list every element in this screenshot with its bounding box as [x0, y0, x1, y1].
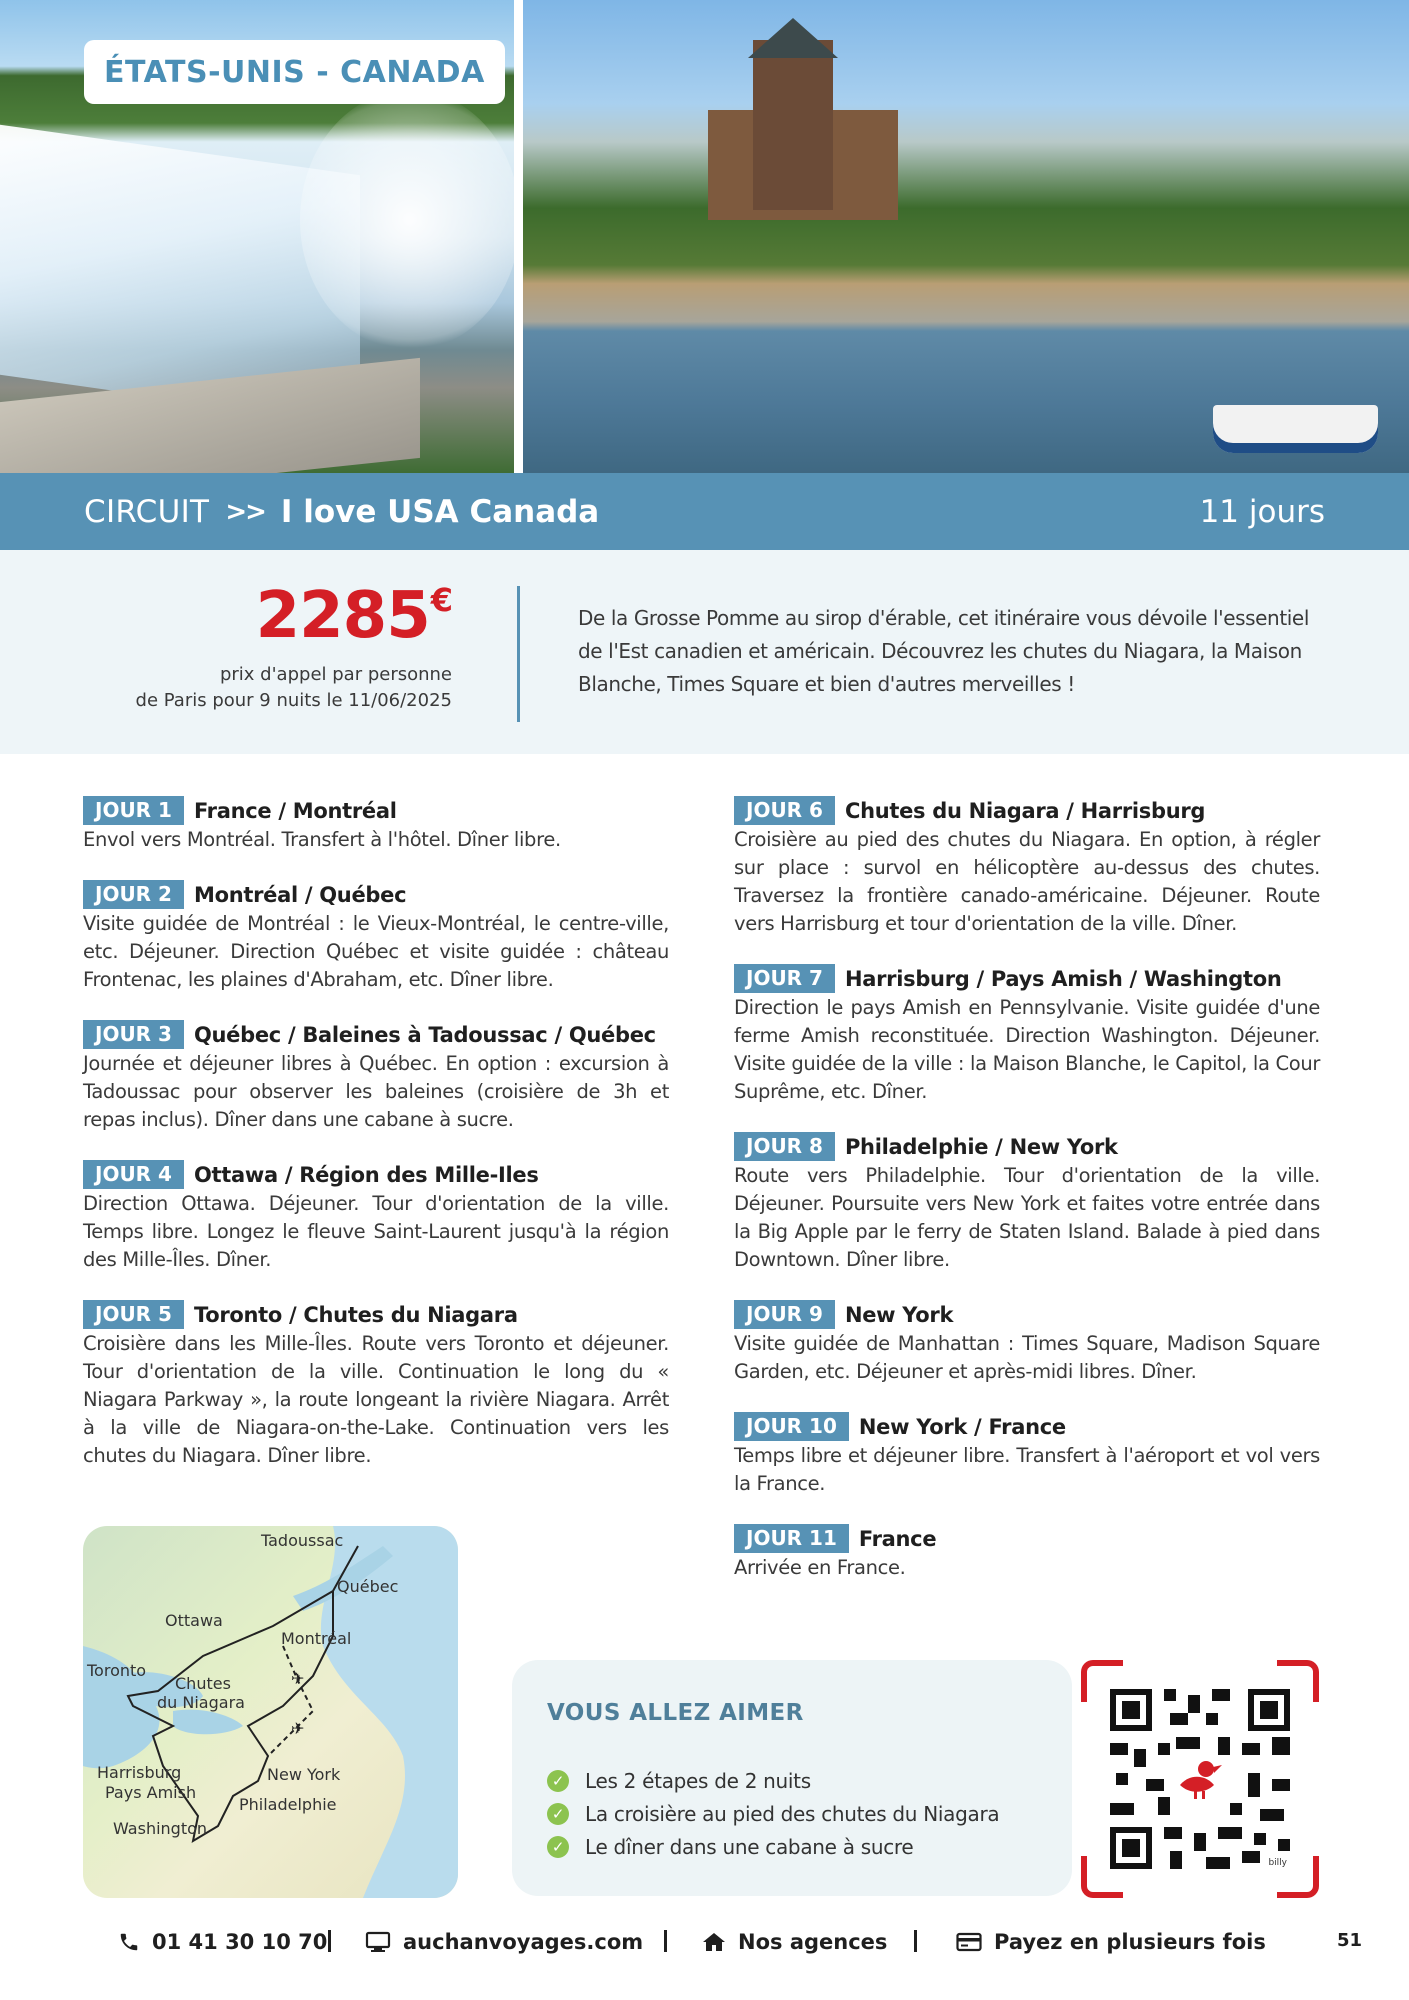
day-text: Arrivée en France.: [734, 1556, 906, 1579]
day-title: New York / France: [858, 1414, 1066, 1439]
route-map: [83, 1526, 458, 1898]
svg-text:✈: ✈: [291, 1719, 305, 1738]
footer-separator: [328, 1930, 331, 1952]
day-title: Ottawa / Région des Mille-Iles: [193, 1162, 539, 1187]
itinerary-day: [83, 1020, 669, 1134]
credit-card-icon: [956, 1932, 982, 1952]
map-label: Pays Amish: [105, 1783, 197, 1802]
day-text: Route vers Philadelphie. Tour d'orientation de la ville. Déjeuner. Poursuite vers New York et faites votre entrée dans la Big Apple par le ferry de Staten Island. Balade à pied dans Downtown. Dîner libre.: [734, 1164, 1320, 1271]
list-item: ✓ La croisière au pied des chutes du Niagara: [547, 1797, 999, 1830]
phone-link[interactable]: 01 41 30 10 70: [118, 1928, 327, 1956]
itinerary-day: [734, 1524, 1320, 1582]
itinerary-day: [734, 1412, 1320, 1498]
svg-text:✈: ✈: [291, 1669, 305, 1688]
qr-code[interactable]: [1081, 1660, 1319, 1898]
day-text: Temps libre et déjeuner libre. Transfert à l'aéroport et vol vers la France.: [734, 1444, 1320, 1495]
double-chevron-icon: >>: [225, 496, 265, 527]
quebec-chateau-photo: [523, 0, 1409, 473]
footer: [0, 1922, 1409, 1962]
map-label: Montréal: [281, 1629, 352, 1648]
day-tag: JOUR 1: [83, 796, 184, 825]
day-tag: JOUR 6: [734, 796, 835, 825]
itinerary-day: [83, 1160, 669, 1274]
map-label: du Niagara: [157, 1693, 245, 1712]
day-title: Philadelphie / New York: [844, 1134, 1118, 1159]
region-badge: ÉTATS-UNIS - CANADA: [84, 40, 505, 104]
day-text: Croisière au pied des chutes du Niagara. En option, à régler sur place : survol en hélicoptère au-dessus des chutes. Traversez la frontière canado-américaine. Déjeuner. Route vers Harrisburg et tour d'orientation de la ville. Dîner.: [734, 828, 1320, 935]
map-drawing: [83, 1526, 458, 1898]
day-tag: JOUR 10: [734, 1412, 849, 1441]
day-tag: JOUR 8: [734, 1132, 835, 1161]
day-title: Chutes du Niagara / Harrisburg: [844, 798, 1206, 823]
list-item: ✓ Les 2 étapes de 2 nuits: [547, 1764, 999, 1797]
day-tag: JOUR 7: [734, 964, 835, 993]
circuit-name: I love USA Canada: [280, 493, 600, 530]
intro-text: De la Grosse Pomme au sirop d'érable, cet itinéraire vous dévoile l'essentiel de l'Est canadien et américain. Découvrez les chutes du Niagara, la Maison Blanche, Times Square et bien d'autres merveilles !: [578, 606, 1309, 696]
day-title: New York: [844, 1302, 954, 1327]
map-label: Washington: [113, 1819, 208, 1838]
day-title: Toronto / Chutes du Niagara: [193, 1302, 518, 1327]
circuit-label: CIRCUIT: [84, 493, 210, 530]
map-label: Québec: [337, 1577, 399, 1596]
itinerary-column-right: [734, 796, 1320, 1608]
day-tag: JOUR 9: [734, 1300, 835, 1329]
currency-symbol: €: [430, 581, 452, 619]
day-tag: JOUR 5: [83, 1300, 184, 1329]
map-label: Toronto: [87, 1661, 147, 1680]
day-tag: JOUR 3: [83, 1020, 184, 1049]
day-title: France / Montréal: [193, 798, 397, 823]
website-link[interactable]: auchanvoyages.com: [365, 1928, 643, 1956]
highlights-panel: [512, 1660, 1072, 1896]
itinerary-day: [734, 1132, 1320, 1274]
itinerary-day: [734, 796, 1320, 938]
day-title: France: [858, 1526, 937, 1551]
map-label: Tadoussac: [261, 1531, 344, 1550]
circuit-title-bar: [0, 473, 1409, 550]
qr-code-pattern: [1110, 1689, 1290, 1869]
day-text: Direction le pays Amish en Pennsylvanie. Visite guidée d'une ferme Amish reconstituée. Direction Washington. Déjeuner. Visite guidée de la ville : la Maison Blanche, le Capitol, la Cour Suprême, etc. Dîner.: [734, 996, 1320, 1103]
highlights-list: [547, 1764, 999, 1863]
price-note: prix d'appel par personne de Paris pour 9 nuits le 11/06/2025: [135, 664, 452, 711]
day-text: Visite guidée de Montréal : le Vieux-Montréal, le centre-ville, etc. Déjeuner. Direction Québec et visite guidée : château Frontenac, les plaines d'Abraham, etc. Dîner libre.: [83, 912, 669, 991]
itinerary-day: [83, 1300, 669, 1470]
day-tag: JOUR 4: [83, 1160, 184, 1189]
map-label: Philadelphie: [239, 1795, 337, 1814]
qr-brand: billy: [1268, 1858, 1287, 1868]
payment-link[interactable]: Payez en plusieurs fois: [956, 1928, 1266, 1956]
itinerary-day: [734, 1300, 1320, 1386]
day-title: Québec / Baleines à Tadoussac / Québec: [193, 1022, 656, 1047]
day-text: Journée et déjeuner libres à Québec. En option : excursion à Tadoussac pour observer les baleines (croisière de 3h et repas inclus). Dîner dans une cabane à sucre.: [83, 1052, 669, 1131]
home-icon: [702, 1931, 726, 1953]
day-tag: JOUR 11: [734, 1524, 849, 1553]
check-icon: ✓: [547, 1836, 569, 1858]
price-block: [135, 579, 452, 714]
day-title: Montréal / Québec: [193, 882, 407, 907]
day-text: Direction Ottawa. Déjeuner. Tour d'orientation de la ville. Temps libre. Longez le fleuve Saint-Laurent jusqu'à la région des Mille-Îles. Dîner.: [83, 1192, 669, 1271]
agencies-link[interactable]: Nos agences: [702, 1928, 887, 1956]
day-title: Harrisburg / Pays Amish / Washington: [844, 966, 1282, 991]
day-tag: JOUR 2: [83, 880, 184, 909]
list-item: ✓ Le dîner dans une cabane à sucre: [547, 1830, 999, 1863]
itinerary-day: [734, 964, 1320, 1106]
price-panel: [0, 550, 1409, 754]
price-divider: [517, 586, 520, 722]
map-label: Chutes: [175, 1674, 231, 1693]
day-text: Croisière dans les Mille-Îles. Route vers Toronto et déjeuner. Tour d'orientation de la ville. Continuation le long du « Niagara Parkway », la route longeant la rivière Niagara. Arrêt à la ville de Niagara-on-the-Lake. Continuation vers les chutes du Niagara. Dîner libre.: [83, 1332, 669, 1467]
circuit-duration: 11 jours: [1199, 493, 1325, 530]
day-text: Visite guidée de Manhattan : Times Square, Madison Square Garden, etc. Déjeuner et après-midi libres. Dîner.: [734, 1332, 1320, 1383]
check-icon: ✓: [547, 1770, 569, 1792]
map-label: New York: [267, 1765, 341, 1784]
map-label: Ottawa: [165, 1611, 223, 1630]
phone-icon: [118, 1931, 140, 1953]
hero-photos: [0, 0, 1409, 473]
highlights-title: VOUS ALLEZ AIMER: [547, 1700, 804, 1726]
itinerary-day: [83, 796, 669, 854]
itinerary-day: [83, 880, 669, 994]
check-icon: ✓: [547, 1803, 569, 1825]
map-label: Harrisburg: [97, 1763, 182, 1782]
footer-separator: [914, 1930, 917, 1952]
itinerary-column-left: [83, 796, 669, 1496]
day-text: Envol vers Montréal. Transfert à l'hôtel. Dîner libre.: [83, 828, 561, 851]
page-number: 51: [1337, 1930, 1363, 1951]
footer-separator: [664, 1930, 667, 1952]
computer-icon: [365, 1931, 391, 1953]
price-amount: 2285€: [255, 579, 452, 653]
